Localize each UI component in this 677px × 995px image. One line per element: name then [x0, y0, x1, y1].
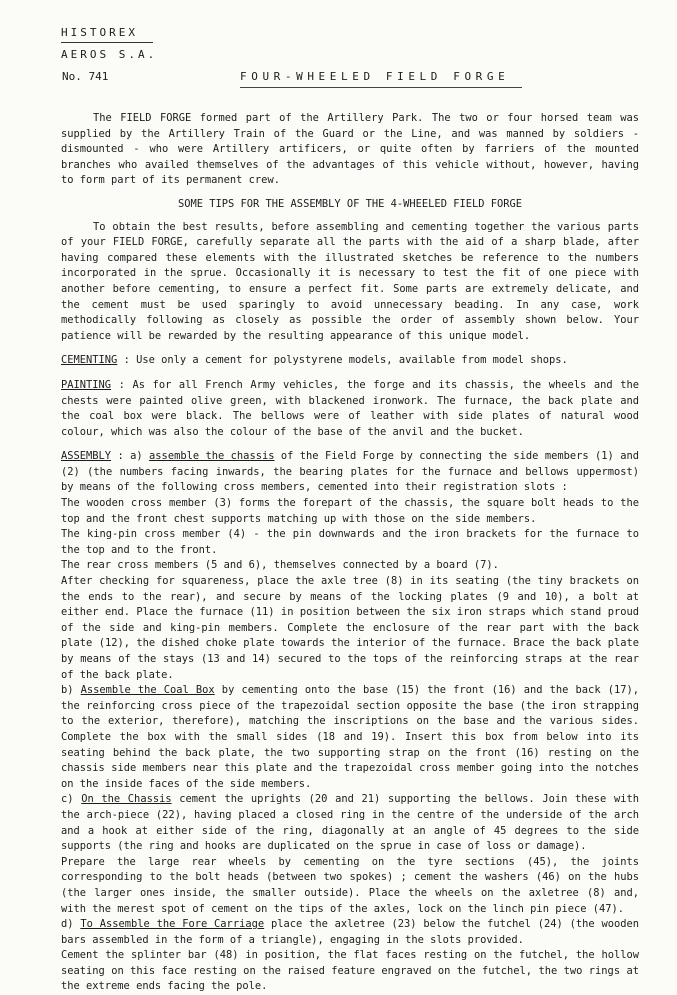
assembly-paragraph: Cement the splinter bar (48) in position, the flat faces resting on the futchel, the hollow seating on this face resting on the raised feature engraved on the futchel, the two rings at the extreme ends facing the pole. — [61, 949, 639, 993]
intro-paragraph: The FIELD FORGE formed part of the Artillery Park. The two or four horsed team was supplied by the Artillery Train of the Guard or the Line, and was manned by soldiers - dismounted - who were Artillery artificers, or quite often by farriers of the mounted branches who availed themselves of the advantages of this vehicle without, however, having to form part of its permanent crew. — [61, 112, 639, 187]
assembly-a-text: of the Field Forge by connecting the side members (1) and (2) (the numbers facing inwards, the bearing plates for the furnace and bellows uppermost) by means of the following cross members, cemented into their registration slots : — [61, 450, 639, 494]
cementing-paragraph — [61, 353, 639, 369]
assembly-b-heading: Assemble the Coal Box — [80, 684, 215, 697]
document-title: FOUR-WHEELED FIELD FORGE — [240, 70, 510, 83]
painting-text: : As for all French Army vehicles, the forge and its chassis, the wheels and the chests were painted olive green, with blackened ironwork. The furnace, the back plate and the coal box were black. The bellows were of leather with side plates of natural wood colour, which was also the colour of the base of the anvil and the bucket. — [61, 378, 639, 438]
assembly-paragraph: The rear cross members (5 and 6), themselves connected by a board (7). — [61, 559, 499, 572]
section-heading — [61, 197, 639, 213]
assembly-a-prefix: : a) — [111, 450, 150, 463]
assembly-label: ASSEMBLY — [61, 450, 112, 463]
painting-paragraph — [61, 378, 639, 440]
document-number: No. 741 — [62, 70, 109, 83]
assembly-paragraph: After checking for squareness, place the axle tree (8) in its seating (the tiny brackets on the ends to the rear), and secure by means of the locking plates (9 and 10), a bolt at either end. Place the furnace (11) in position between the six iron straps which stand proud of the side and king-pin members. Complete the enclosure of the rear part with the back plate (12), the dished choke plate towards the interior of the furnace. Brace the back plate by means of the stays (13 and 14) secured to the tops of the reinforcing straps at the rear of the back plate. — [61, 575, 639, 681]
company-name: HISTOREX — [61, 26, 138, 39]
assembly-d-text: place the axletree (23) below the futchel (24) (the wooden bars assembled in the form of a triangle), engaging in the slots provided. — [61, 918, 639, 946]
assembly-d-prefix: d) — [61, 918, 81, 931]
assembly-paragraph: Prepare the large rear wheels by cementing on the tyre sections (45), the joints corresponding to the bolt heads (between two spokes) ; cement the washers (46) on the hubs (the larger ones inside, the smaller outside). Place the wheels on the axletree (8) and, with the merest spot of cement on the tips of the axles, lock on the linch pin piece (47). — [61, 855, 639, 915]
assembly-c-heading: On the Chassis — [81, 793, 172, 806]
assembly-c-prefix: c) — [61, 793, 82, 806]
assembly-step-b — [61, 683, 639, 792]
title-underline — [240, 87, 522, 88]
assembly-step-c — [61, 792, 639, 854]
cementing-label: CEMENTING — [61, 354, 118, 367]
assembly-step-d — [61, 917, 639, 948]
painting-label: PAINTING — [61, 378, 112, 391]
assembly-b-text: by cementing onto the base (15) the front (16) and the back (17), the reinforcing cross piece of the trapezoidal section opposite the base (the iron strapping to the exterior, therefore), matching the inscriptions on the base and the various sides. Complete the box with the small sides (18 and 19). Insert this box from below into its seating behind the back plate, the two supporting strap on the front (16) resting on the chassis side members near this plate and the trapezoidal cross member going into the notches on the inside faces of the side members. — [61, 684, 639, 790]
assembly-paragraph: The wooden cross member (3) forms the forepart of the chassis, the square bolt heads to the top and the front chest supports matching up with those on the side members. — [61, 497, 639, 525]
assembly-d-heading: To Assemble the Fore Carriage — [80, 918, 265, 931]
section-title: SOME TIPS FOR THE ASSEMBLY OF THE 4-WHEELED FIELD FORGE — [177, 197, 523, 210]
cementing-text: : Use only a cement for polystyrene models, available from model shops. — [117, 354, 568, 367]
tips-paragraph: To obtain the best results, before assembling and cementing together the various parts of your FIELD FORGE, carefully separate all the parts with the aid of a sharp blade, after having compared these elements with the illustrated sketches be reference to the numbers incorporated in the sprue. Occasionally it is necessary to test the fit of one piece with another before cementing, to ensure a perfect fit. Some parts are extremely delicate, and the cement must be used sparingly to avoid unnecessary beading. In any case, work methodically following as closely as possible the order of assembly shown below. Your patience will be rewarded by the resulting appearance of this unique model. — [61, 220, 639, 342]
letterhead-rule — [61, 42, 153, 43]
assembly-a-heading: assemble the chassis — [149, 450, 275, 463]
letterhead — [61, 24, 157, 63]
assembly-step-a — [61, 449, 639, 496]
company-subtitle: AEROS S.A. — [61, 48, 158, 61]
assembly-c-text: cement the uprights (20 and 21) supporting the bellows. Join these with the arch-piece (22), having placed a closed ring in the centre of the underside of the arch and a hook at either side of the ring, diagonally at an angle of 45 degrees to the side supports (the ring and hooks are duplicated on the sprue in case of loss or damage). — [61, 793, 639, 853]
document-body — [61, 111, 639, 995]
assembly-b-prefix: b) — [61, 684, 81, 697]
assembly-paragraph: The king-pin cross member (4) - the pin downwards and the iron brackets for the furnace to the top and to the front. — [61, 528, 639, 556]
